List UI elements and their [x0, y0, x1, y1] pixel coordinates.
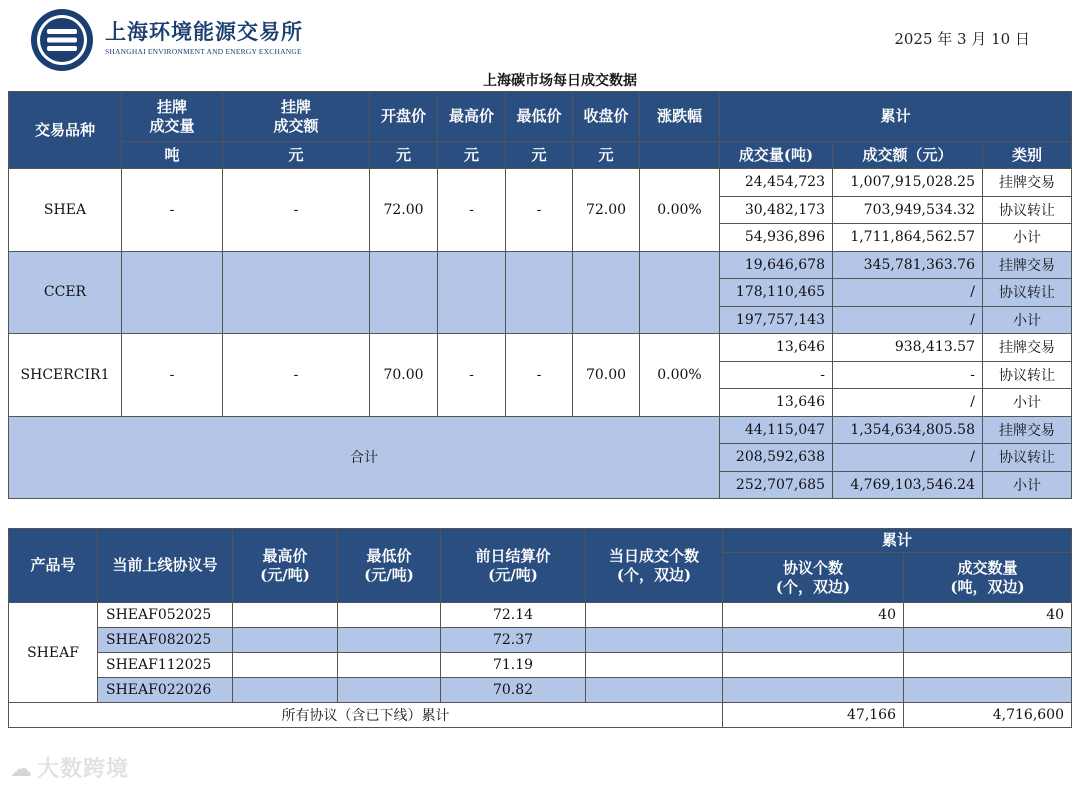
count-cell [586, 678, 723, 703]
cum-volume-cell: 24,454,723 [720, 169, 833, 197]
header-high: 最高价 (元/吨) [233, 529, 338, 603]
header-cum-count: 协议个数 (个，双边) [723, 553, 904, 603]
total-volume-cell: 44,115,047 [720, 416, 833, 444]
total-amount-cell: 4,769,103,546.24 [833, 471, 983, 499]
unit-listed-amount: 元 [223, 142, 370, 169]
cum-type-cell: 挂牌交易 [983, 251, 1072, 279]
cum-count-cell [723, 628, 904, 653]
watermark [10, 752, 129, 783]
total-volume-cell: 208,592,638 [720, 444, 833, 472]
contract-cell: SHEAF112025 [98, 653, 233, 678]
cum-type-cell: 协议转让 [983, 361, 1072, 389]
footer-cum-qty: 4,716,600 [904, 703, 1072, 728]
unit-cum-type: 类别 [983, 142, 1072, 169]
cum-volume-cell: 13,646 [720, 334, 833, 362]
total-type-cell: 协议转让 [983, 444, 1072, 472]
listed-volume-cell [122, 251, 223, 334]
header-close: 收盘价 [573, 92, 640, 142]
open-cell: 72.00 [370, 169, 438, 252]
high-cell: - [438, 169, 506, 252]
high-cell [233, 628, 338, 653]
cum-type-cell: 挂牌交易 [983, 169, 1072, 197]
header-variety: 交易品种 [9, 92, 122, 169]
org-name-en: SHANGHAI ENVIRONMENT AND ENERGY EXCHANGE [105, 47, 302, 56]
high-cell [233, 653, 338, 678]
header-settle: 前日结算价 (元/吨) [441, 529, 586, 603]
low-cell [338, 603, 441, 628]
header-listed-volume: 挂牌 成交量 [122, 92, 223, 142]
header-count: 当日成交个数 (个，双边) [586, 529, 723, 603]
total-label: 合计 [9, 416, 720, 499]
contract-cell: SHEAF052025 [98, 603, 233, 628]
high-cell: - [438, 334, 506, 417]
exchange-logo-icon [30, 8, 94, 72]
header-change: 涨跌幅 [640, 92, 720, 142]
unit-cum-volume: 成交量(吨) [720, 142, 833, 169]
cum-type-cell: 协议转让 [983, 279, 1072, 307]
cum-qty-cell: 40 [904, 603, 1072, 628]
header-low: 最低价 [506, 92, 573, 142]
variety-cell: SHEA [9, 169, 122, 252]
settle-cell: 72.14 [441, 603, 586, 628]
total-amount-cell: / [833, 444, 983, 472]
contract-cell: SHEAF022026 [98, 678, 233, 703]
cum-type-cell: 小计 [983, 224, 1072, 252]
unit-listed-volume: 吨 [122, 142, 223, 169]
cum-amount-cell: / [833, 389, 983, 417]
settle-cell: 70.82 [441, 678, 586, 703]
cum-type-cell: 小计 [983, 306, 1072, 334]
cum-volume-cell: 54,936,896 [720, 224, 833, 252]
open-cell: 70.00 [370, 334, 438, 417]
cum-amount-cell: 345,781,363.76 [833, 251, 983, 279]
footer-cum-count: 47,166 [723, 703, 904, 728]
daily-trading-table [8, 91, 1072, 499]
unit-open: 元 [370, 142, 438, 169]
cum-type-cell: 挂牌交易 [983, 334, 1072, 362]
unit-close: 元 [573, 142, 640, 169]
count-cell [586, 653, 723, 678]
listed-amount-cell: - [223, 169, 370, 252]
low-cell [338, 653, 441, 678]
cum-volume-cell: 197,757,143 [720, 306, 833, 334]
cum-amount-cell: 938,413.57 [833, 334, 983, 362]
header-cumulative: 累计 [720, 92, 1072, 142]
report-date: 2025 年 3 月 10 日 [894, 30, 1030, 48]
cum-qty-cell [904, 653, 1072, 678]
listed-volume-cell: - [122, 169, 223, 252]
variety-cell: SHCERCIR1 [9, 334, 122, 417]
low-cell: - [506, 169, 573, 252]
org-name-cn: 上海环境能源交易所 [105, 20, 303, 44]
dashujujing-logo-icon: ☁ [10, 757, 33, 782]
unit-change [640, 142, 720, 169]
low-cell [506, 251, 573, 334]
cum-type-cell: 小计 [983, 389, 1072, 417]
cum-volume-cell: 30,482,173 [720, 196, 833, 224]
header-listed-amount: 挂牌 成交额 [223, 92, 370, 142]
change-cell [640, 251, 720, 334]
header-open: 开盘价 [370, 92, 438, 142]
cum-type-cell: 协议转让 [983, 196, 1072, 224]
cum-count-cell: 40 [723, 603, 904, 628]
settle-cell: 72.37 [441, 628, 586, 653]
header-product: 产品号 [9, 529, 98, 603]
total-amount-cell: 1,354,634,805.58 [833, 416, 983, 444]
variety-cell: CCER [9, 251, 122, 334]
open-cell [370, 251, 438, 334]
cum-amount-cell: / [833, 306, 983, 334]
futures-contract-table [8, 528, 1072, 728]
header-high: 最高价 [438, 92, 506, 142]
count-cell [586, 628, 723, 653]
total-type-cell: 小计 [983, 471, 1072, 499]
close-cell [573, 251, 640, 334]
header-low: 最低价 (元/吨) [338, 529, 441, 603]
high-cell [438, 251, 506, 334]
cum-volume-cell: 13,646 [720, 389, 833, 417]
header-cum-qty: 成交数量 (吨，双边) [904, 553, 1072, 603]
low-cell: - [506, 334, 573, 417]
total-volume-cell: 252,707,685 [720, 471, 833, 499]
listed-amount-cell: - [223, 334, 370, 417]
unit-cum-amount: 成交额（元） [833, 142, 983, 169]
cum-count-cell [723, 678, 904, 703]
low-cell [338, 628, 441, 653]
listed-amount-cell [223, 251, 370, 334]
cum-amount-cell: 1,711,864,562.57 [833, 224, 983, 252]
product-cell: SHEAF [9, 603, 98, 703]
high-cell [233, 603, 338, 628]
cum-amount-cell: / [833, 279, 983, 307]
listed-volume-cell: - [122, 334, 223, 417]
close-cell: 70.00 [573, 334, 640, 417]
high-cell [233, 678, 338, 703]
change-cell: 0.00% [640, 334, 720, 417]
count-cell [586, 603, 723, 628]
cum-qty-cell [904, 628, 1072, 653]
cum-amount-cell: - [833, 361, 983, 389]
cum-volume-cell: 19,646,678 [720, 251, 833, 279]
cum-volume-cell: 178,110,465 [720, 279, 833, 307]
unit-high: 元 [438, 142, 506, 169]
header-contract: 当前上线协议号 [98, 529, 233, 603]
watermark-text: 大数跨境 [37, 757, 130, 782]
contract-cell: SHEAF082025 [98, 628, 233, 653]
settle-cell: 71.19 [441, 653, 586, 678]
change-cell: 0.00% [640, 169, 720, 252]
cum-qty-cell [904, 678, 1072, 703]
close-cell: 72.00 [573, 169, 640, 252]
header-cumulative: 累计 [723, 529, 1072, 553]
unit-low: 元 [506, 142, 573, 169]
cum-amount-cell: 1,007,915,028.25 [833, 169, 983, 197]
total-type-cell: 挂牌交易 [983, 416, 1072, 444]
cum-volume-cell: - [720, 361, 833, 389]
cum-count-cell [723, 653, 904, 678]
cum-amount-cell: 703,949,534.32 [833, 196, 983, 224]
low-cell [338, 678, 441, 703]
report-title: 上海碳市场每日成交数据 [483, 73, 637, 89]
footer-label: 所有协议（含已下线）累计 [9, 703, 723, 728]
